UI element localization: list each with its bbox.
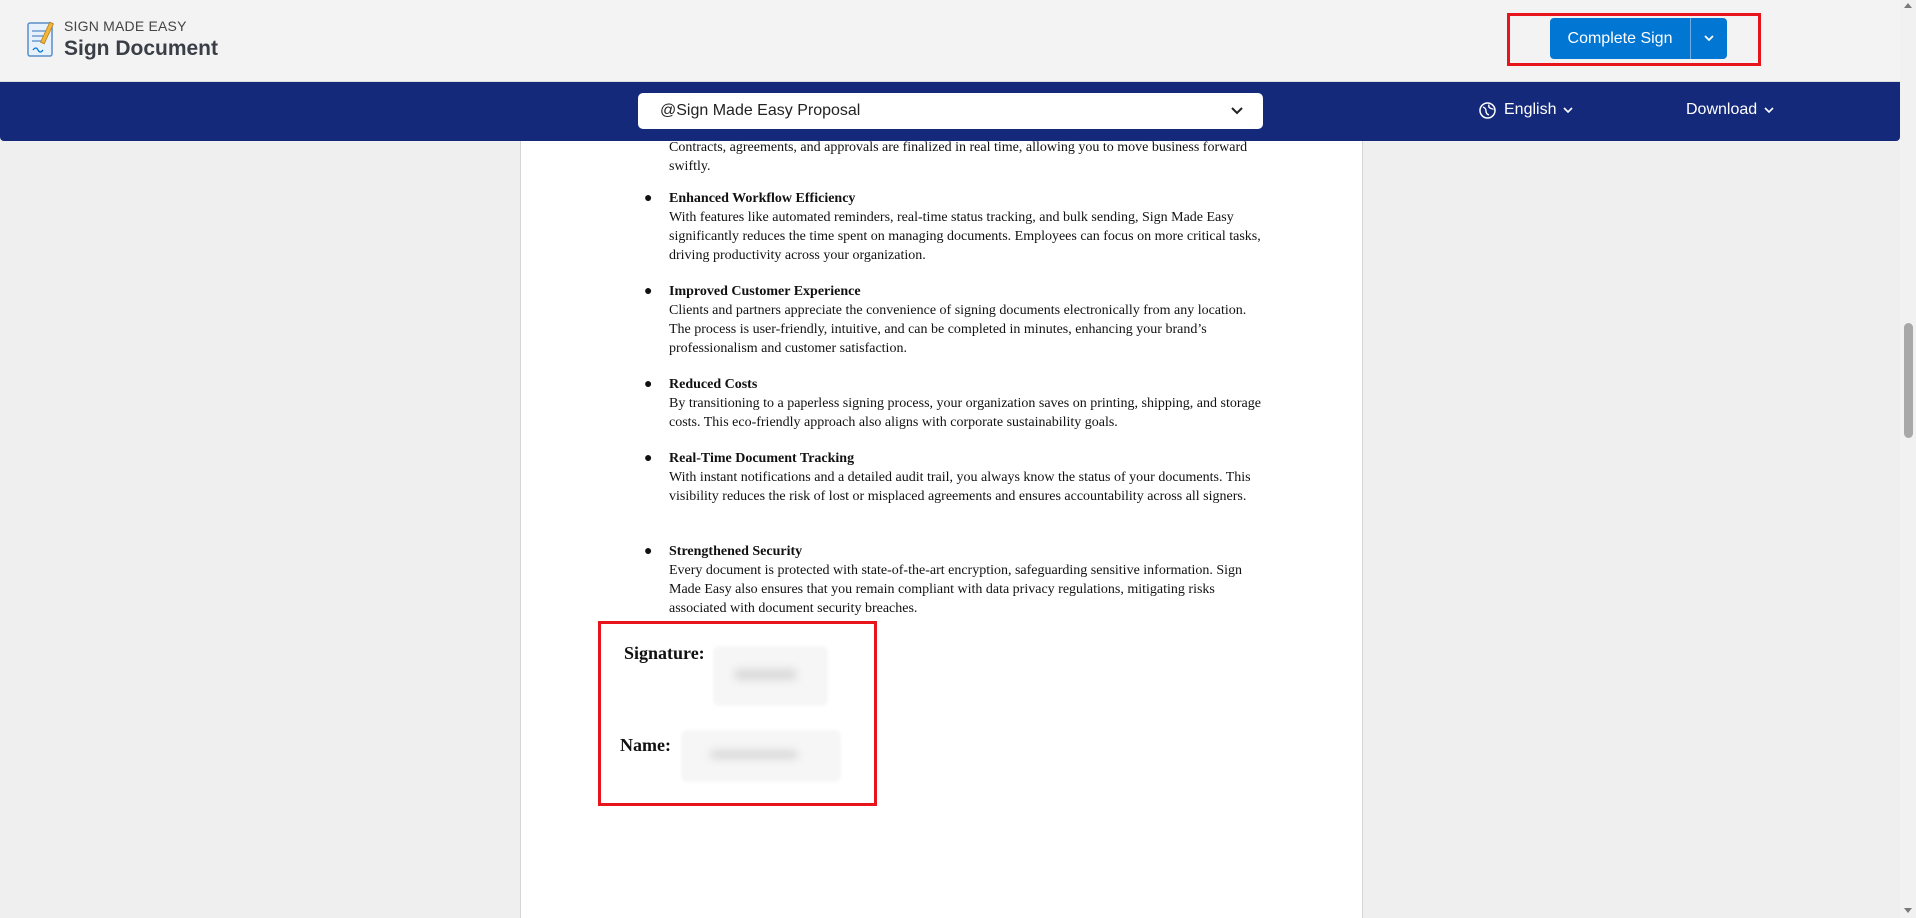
- list-item: [644, 542, 1269, 618]
- scroll-down-arrow-icon[interactable]: [1904, 908, 1912, 913]
- list-item: [644, 282, 1269, 358]
- benefit-text: Every document is protected with state-of-the-art encryption, safeguarding sensitive information. Sign Made Easy also ensures that you remain compliant with data privacy regulations, mitigating risks associated with document security breaches.: [669, 563, 1243, 616]
- language-label: English: [1504, 101, 1557, 118]
- document-select[interactable]: [638, 93, 1263, 129]
- document-select-value: @Sign Made Easy Proposal: [660, 102, 861, 119]
- language-selector[interactable]: [1479, 101, 1573, 119]
- document-pen-icon: [27, 20, 55, 58]
- brand-name: SIGN MADE EASY: [64, 18, 187, 34]
- name-label: Name:: [620, 735, 671, 755]
- page-title: Sign Document: [64, 37, 219, 60]
- intro-paragraph: Contracts, agreements, and approvals are finalized in real time, allowing you to move business forward swiftly.: [669, 141, 1248, 174]
- list-item: [644, 449, 1269, 506]
- highlight-signature-block: [598, 621, 877, 806]
- list-item: [644, 375, 1269, 432]
- bullet-icon: ●: [644, 284, 653, 299]
- bullet-icon: ●: [644, 377, 653, 392]
- benefit-text: With instant notifications and a detailed audit trail, you always know the status of your documents. This visibility reduces the risk of lost or misplaced agreements and ensures accountability across all signers.: [669, 470, 1251, 504]
- benefit-title: Enhanced Workflow Efficiency: [669, 191, 856, 206]
- chevron-down-icon: [1563, 107, 1573, 114]
- benefit-text: Clients and partners appreciate the convenience of signing documents electronically from any location. The process is user-friendly, intuitive, and can be completed in minutes, enhancing your brand’s professionalism and customer satisfaction.: [669, 303, 1247, 356]
- download-menu[interactable]: [1686, 101, 1774, 119]
- chevron-down-icon: [1764, 107, 1774, 114]
- benefit-title: Reduced Costs: [669, 377, 758, 392]
- bullet-icon: ●: [644, 544, 653, 559]
- benefit-title: Strengthened Security: [669, 544, 803, 559]
- benefit-text: By transitioning to a paperless signing process, your organization saves on printing, shipping, and storage costs. This eco-friendly approach also aligns with corporate sustainability goals.: [669, 396, 1261, 430]
- download-label: Download: [1686, 101, 1758, 118]
- benefit-title: Improved Customer Experience: [669, 284, 861, 299]
- complete-sign-button[interactable]: Complete Sign: [1550, 18, 1690, 59]
- signature-label: Signature:: [624, 643, 705, 663]
- bullet-icon: ●: [644, 191, 653, 206]
- benefit-title: Real-Time Document Tracking: [669, 451, 855, 466]
- list-item: [644, 189, 1269, 265]
- document-toolbar: [0, 82, 1900, 141]
- scroll-thumb[interactable]: [1904, 323, 1913, 438]
- globe-icon: [1479, 102, 1496, 119]
- page-scrollbar[interactable]: [1900, 0, 1916, 918]
- scroll-up-arrow-icon[interactable]: [1904, 3, 1912, 8]
- chevron-down-icon: [1231, 107, 1243, 115]
- highlight-complete-sign: [1507, 13, 1761, 66]
- bullet-icon: ●: [644, 451, 653, 466]
- benefit-text: With features like automated reminders, real-time status tracking, and bulk sending, Sign Made Easy significantly reduces the time spent on managing documents. Employees can focus on more critical tasks, driving productivity across your organization.: [669, 210, 1261, 263]
